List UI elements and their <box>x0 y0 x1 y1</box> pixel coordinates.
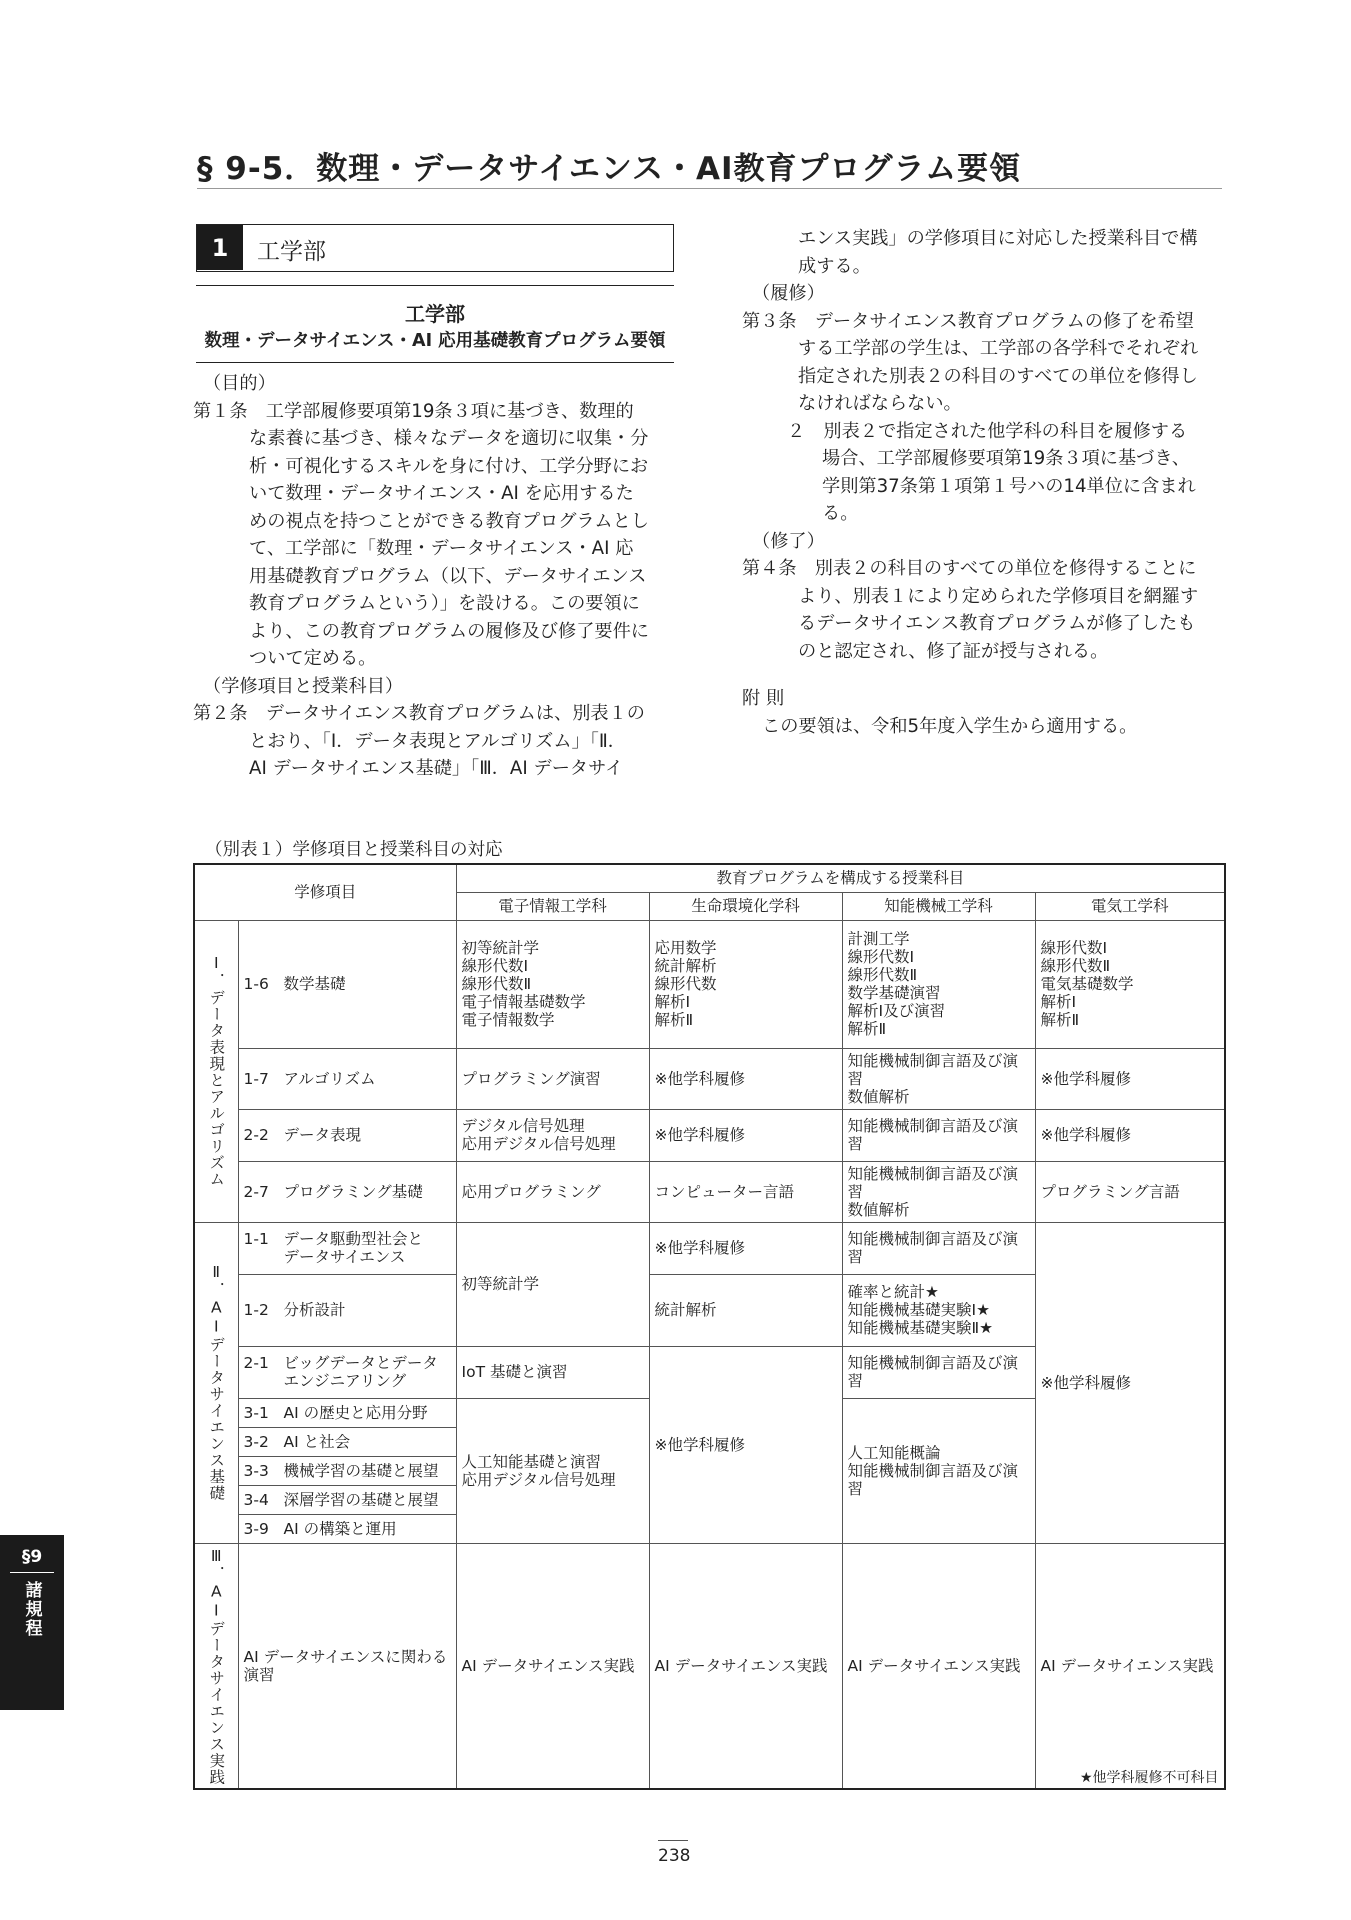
course-cell: 知能機械制御言語及び演習 数値解析 <box>842 1161 1035 1222</box>
article-3-heading: （履修） <box>752 283 825 304</box>
course-cell: ※他学科履修 <box>649 1346 842 1543</box>
header-study-item: 学修項目 <box>194 864 456 920</box>
course-cell: 応用プログラミング <box>456 1161 649 1222</box>
course-cell: 人工知能基礎と演習 応用デジタル信号処理 <box>456 1398 649 1543</box>
course-cell: ※他学科履修 <box>649 1048 842 1109</box>
course-mapping-table <box>193 863 1226 1790</box>
document-title: 工学部 <box>405 302 465 326</box>
study-item-cell: 3-4 深層学習の基礎と展望 <box>238 1485 456 1514</box>
header-dept: 知能機械工学科 <box>842 892 1035 920</box>
category-cell <box>194 920 238 1222</box>
course-cell: 知能機械制御言語及び演習 数値解析 <box>842 1048 1035 1109</box>
section-number: 1 <box>197 225 243 270</box>
course-cell: 計測工学 線形代数Ⅰ 線形代数Ⅱ 数学基礎演習 解析Ⅰ及び演習 解析Ⅱ <box>842 920 1035 1048</box>
course-cell: 線形代数Ⅰ 線形代数Ⅱ 電気基礎数学 解析Ⅰ 解析Ⅱ <box>1035 920 1225 1048</box>
article-2-line: 第２条 データサイエンス教育プログラムは、別表１の <box>193 703 645 724</box>
course-cell: AI データサイエンス実践 <box>842 1543 1035 1789</box>
header-course-group: 教育プログラムを構成する授業科目 <box>456 864 1225 892</box>
study-item-cell: 1-2 分析設計 <box>238 1274 456 1346</box>
course-cell: プログラミング演習 <box>456 1048 649 1109</box>
article-1-line: いて数理・データサイエンス・AI を応用するた <box>249 483 634 504</box>
course-cell: 知能機械制御言語及び演習 <box>842 1346 1035 1398</box>
course-cell: 知能機械制御言語及び演習 <box>842 1109 1035 1161</box>
article-4-line: 第４条 別表２の科目のすべての単位を修得することに <box>742 558 1197 579</box>
article-3-para2-line: ２ 別表２で指定された他学科の科目を履修する <box>787 420 1188 442</box>
category-label: Ⅱ．AIデータサイエンス基礎 <box>207 1263 226 1502</box>
study-item-cell: 2-1 ビッグデータとデータ エンジニアリング <box>238 1346 456 1398</box>
title-rule <box>197 188 1222 189</box>
header-dept: 生命環境化学科 <box>649 892 842 920</box>
course-cell: 初等統計学 線形代数Ⅰ 線形代数Ⅱ 電子情報基礎数学 電子情報数学 <box>456 920 649 1048</box>
article-1-heading: （目的） <box>203 373 276 394</box>
article-4-line: るデータサイエンス教育プログラムが修了したも <box>798 613 1196 634</box>
course-cell: 統計解析 <box>649 1274 842 1346</box>
study-item-cell: 3-2 AI と社会 <box>238 1427 456 1456</box>
page-title: § 9-5．数理・データサイエンス・AI教育プログラム要領 <box>197 151 1022 187</box>
document-subtitle: 数理・データサイエンス・AI 応用基礎教育プログラム要領 <box>204 331 666 351</box>
article-3-para2-line: 場合、工学部履修要項第19条３項に基づき、 <box>822 448 1190 469</box>
article-3-line: 指定された別表２の科目のすべての単位を修得し <box>798 365 1198 387</box>
study-item-cell: AI データサイエンスに関わる演習 <box>238 1543 456 1789</box>
study-item-cell: 3-1 AI の歴史と応用分野 <box>238 1398 456 1427</box>
article-3-para2-line: る。 <box>822 503 859 524</box>
article-1-line: 教育プログラムという）」を設ける。この要領に <box>249 593 640 614</box>
article-3-line: 第３条 データサイエンス教育プログラムの修了を希望 <box>742 310 1194 332</box>
course-cell: 知能機械制御言語及び演習 <box>842 1222 1035 1274</box>
study-item-cell: 1-7 アルゴリズム <box>238 1048 456 1109</box>
course-cell: ※他学科履修 <box>1035 1222 1225 1543</box>
article-1-line: て、工学部に「数理・データサイエンス・AI 応 <box>249 538 634 559</box>
side-index-tab <box>0 1535 64 1710</box>
study-item-cell: 1-1 データ駆動型社会と データサイエンス <box>238 1222 456 1274</box>
course-cell: プログラミング言語 <box>1035 1161 1225 1222</box>
article-2-line: 成する。 <box>798 255 871 277</box>
header-dept: 電気工学科 <box>1035 892 1225 920</box>
study-item-cell: 1-6 数学基礎 <box>238 920 456 1048</box>
category-label: Ⅲ．AIデータサイエンス実践 <box>207 1546 226 1785</box>
course-cell: AI データサイエンス実践 <box>1035 1543 1225 1789</box>
course-cell: デジタル信号処理 応用デジタル信号処理 <box>456 1109 649 1161</box>
article-1-line: より、この教育プログラムの履修及び修了要件に <box>249 620 649 642</box>
article-2-line: エンス実践」の学修項目に対応した授業科目で構 <box>798 228 1198 249</box>
study-item-cell: 2-2 データ表現 <box>238 1109 456 1161</box>
supplementary-heading: 附 則 <box>742 688 785 709</box>
page-number: 238 <box>658 1846 691 1866</box>
course-cell: AI データサイエンス実践 <box>456 1543 649 1789</box>
category-cell <box>194 1222 238 1543</box>
course-cell: コンピューター言語 <box>649 1161 842 1222</box>
course-cell: IoT 基礎と演習 <box>456 1346 649 1398</box>
course-cell: AI データサイエンス実践 <box>649 1543 842 1789</box>
category-cell <box>194 1543 238 1789</box>
header-dept: 電子情報工学科 <box>456 892 649 920</box>
course-cell: ※他学科履修 <box>649 1222 842 1274</box>
course-cell: ※他学科履修 <box>1035 1109 1225 1161</box>
article-4-line: より、別表１により定められた学修項目を網羅す <box>798 585 1199 607</box>
article-4-line: のと認定され、修了証が授与される。 <box>798 640 1109 662</box>
article-1-line: 第１条 工学部履修要項第19条３項に基づき、数理的 <box>193 400 634 422</box>
side-tab-rule <box>10 1572 54 1573</box>
article-1-line: ついて定める。 <box>249 648 377 669</box>
article-4-heading: （修了） <box>752 530 825 552</box>
article-1-line: 用基礎教育プログラム（以下、データサイエンス <box>249 565 647 587</box>
article-1-line: めの視点を持つことができる教育プログラムとし <box>249 510 649 532</box>
table-footnote: ★他学科履修不可科目 <box>1080 1770 1219 1786</box>
side-tab-section: §9 <box>21 1547 43 1567</box>
article-2-line: AI データサイエンス基礎」「Ⅲ．AI データサイ <box>249 758 624 779</box>
article-1-line: な素養に基づき、様々なデータを適切に収集・分 <box>249 428 649 449</box>
study-item-cell: 3-9 AI の構築と運用 <box>238 1514 456 1543</box>
study-item-cell: 2-7 プログラミング基礎 <box>238 1161 456 1222</box>
article-2-line: とおり、「Ⅰ．データ表現とアルゴリズム」「Ⅱ． <box>249 730 626 752</box>
side-tab-label: 諸規程 <box>21 1581 42 1638</box>
article-2-heading: （学修項目と授業科目） <box>203 675 404 697</box>
section-name: 工学部 <box>257 239 326 265</box>
course-cell: ※他学科履修 <box>1035 1048 1225 1109</box>
course-cell: 人工知能概論 知能機械制御言語及び演習 <box>842 1398 1035 1543</box>
study-item-cell: 3-3 機械学習の基礎と展望 <box>238 1456 456 1485</box>
article-3-line: する工学部の学生は、工学部の各学科でそれぞれ <box>798 338 1199 359</box>
page-number-rule <box>658 1840 688 1841</box>
article-1-line: 析・可視化するスキルを身に付け、工学分野にお <box>249 455 649 477</box>
course-cell: ※他学科履修 <box>649 1109 842 1161</box>
table-caption: （別表１）学修項目と授業科目の対応 <box>205 840 503 860</box>
article-3-para2-line: 学則第37条第１項第１号ハの14単位に含まれ <box>822 475 1196 497</box>
section-header <box>196 224 674 272</box>
right-column <box>742 225 1232 740</box>
category-label: Ⅰ．データ表現とアルゴリズム <box>207 954 226 1188</box>
left-column <box>193 370 683 783</box>
course-cell: 応用数学 統計解析 線形代数 解析Ⅰ 解析Ⅱ <box>649 920 842 1048</box>
document-heading <box>196 285 674 363</box>
supplementary-text: この要領は、令和5年度入学生から適用する。 <box>762 715 1138 737</box>
course-cell: 初等統計学 <box>456 1222 649 1346</box>
course-cell: 確率と統計★ 知能機械基礎実験Ⅰ★ 知能機械基礎実験Ⅱ★ <box>842 1274 1035 1346</box>
article-3-line: なければならない。 <box>798 393 962 414</box>
